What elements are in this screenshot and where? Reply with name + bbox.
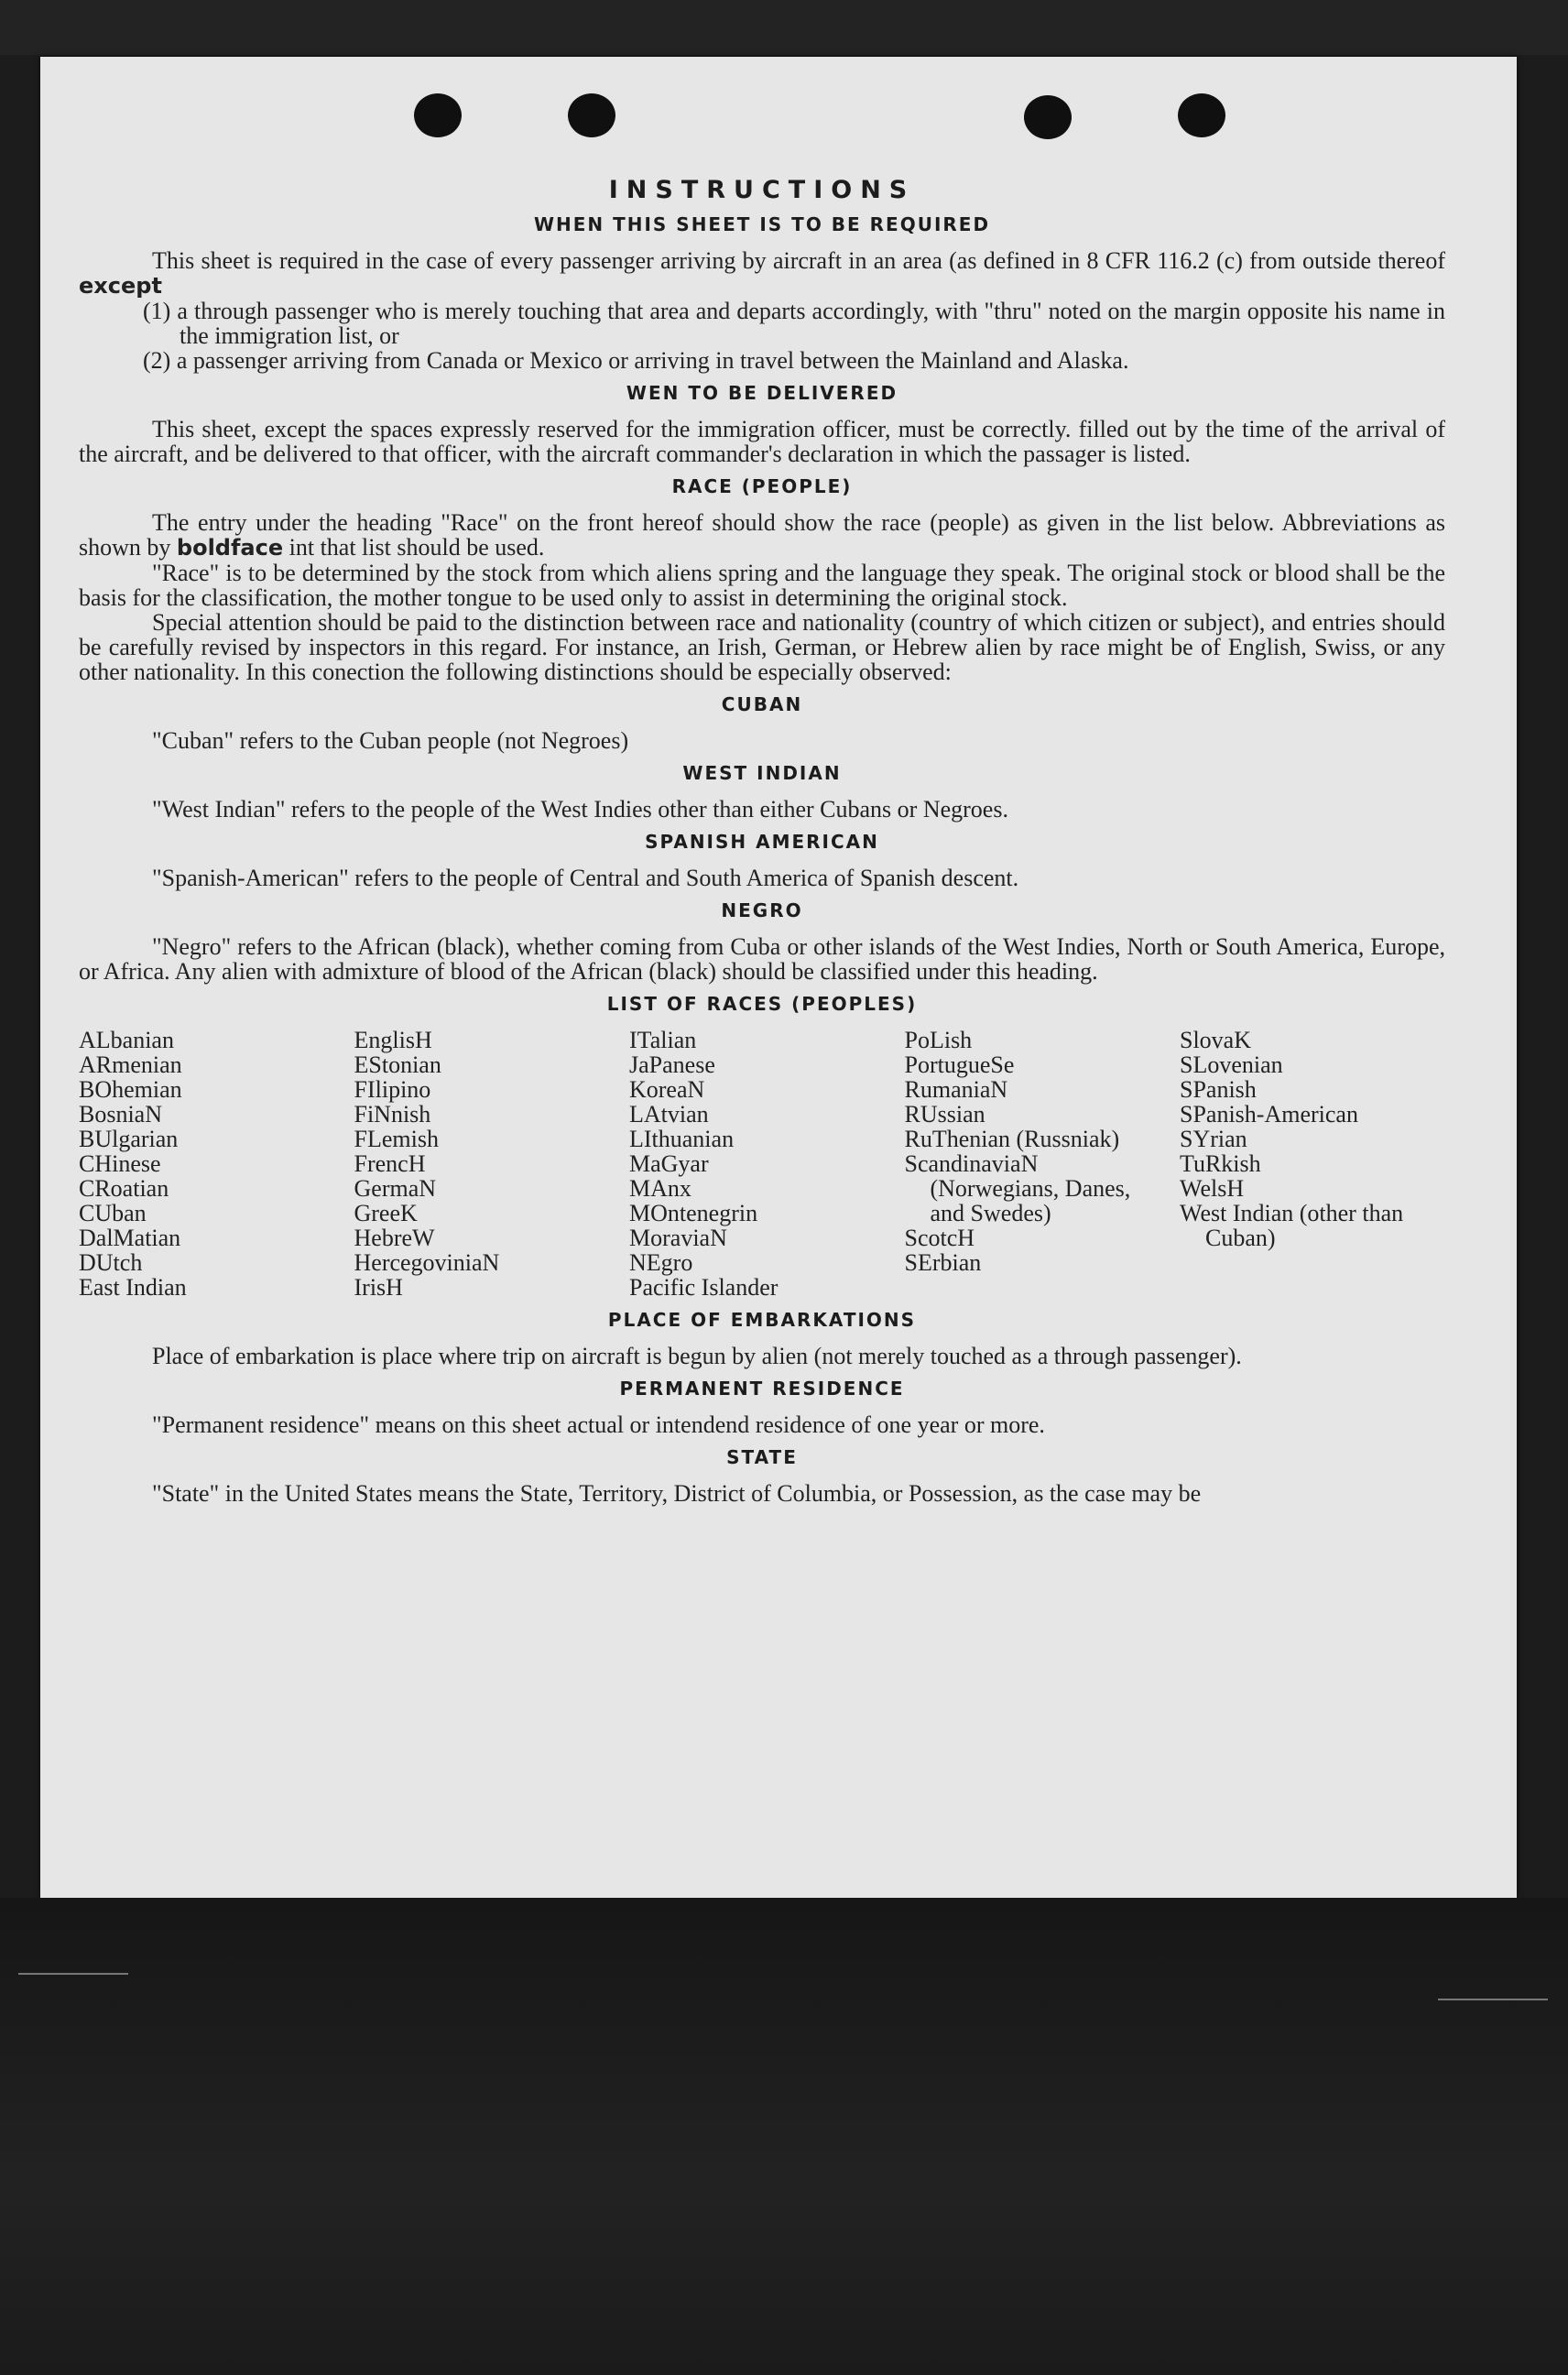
race-list-item: CRoatian	[79, 1175, 169, 1202]
state-text: "State" in the United States means the State, Territory, District of Columbia, or Possession, as the case may be	[152, 1480, 1202, 1507]
race-list-item: PoLish	[904, 1027, 973, 1053]
race-list-item: SErbian	[904, 1249, 982, 1276]
heading-cuban: CUBAN	[721, 693, 803, 715]
race-list-item: FiNnish	[354, 1101, 431, 1128]
race-list-item: ScotcH	[904, 1225, 975, 1251]
when-required-intro	[79, 248, 1445, 299]
film-scratch	[1438, 1999, 1548, 2000]
race-list-item: ARmenian	[79, 1051, 182, 1078]
west-indian-text: "West Indian" refers to the people of the West Indies other than either Cubans or Negroes.	[152, 796, 1008, 823]
race-list-item: SPanish	[1180, 1076, 1257, 1103]
heading-when-required: WHEN THIS SHEET IS TO BE REQUIRED	[533, 213, 991, 235]
race-list-item: ALbanian	[79, 1027, 174, 1053]
races-column-3	[629, 1028, 895, 1300]
race-list-item: CUban	[79, 1200, 147, 1226]
film-scratch	[18, 1973, 128, 1975]
race-list-item: JaPanese	[629, 1051, 715, 1078]
race-list-item: CHinese	[79, 1150, 161, 1177]
race-list-item: MOntenegrin	[629, 1200, 758, 1226]
heading-state: STATE	[726, 1446, 798, 1468]
races-list	[79, 1028, 1445, 1300]
race-list-item: EStonian	[354, 1051, 441, 1078]
race-list-item: East Indian	[79, 1274, 187, 1301]
spanish-american-text: "Spanish-American" refers to the people of Central and South America of Spanish descent.	[152, 865, 1019, 891]
exception-item-2: (2) a passenger arriving from Canada or Mexico or arriving in travel between the Mainland and Alaska.	[143, 347, 1129, 374]
race-list-item: SLovenian	[1180, 1051, 1283, 1078]
heading-list-of-races: LIST OF RACES (PEOPLES)	[606, 993, 918, 1015]
except-word: except	[79, 273, 162, 299]
instructions-body	[79, 176, 1445, 1506]
race-list-item: RumaniaN	[904, 1076, 1008, 1103]
race-list-item: FIlipino	[354, 1076, 431, 1103]
race-p1-end: int that list should be used.	[289, 534, 545, 561]
races-column-2	[354, 1028, 620, 1300]
race-list-item: FLemish	[354, 1126, 439, 1152]
heading-spanish-american: SPANISH AMERICAN	[645, 831, 879, 853]
race-list-item: FrencH	[354, 1150, 426, 1177]
race-list-item: SYrian	[1180, 1126, 1247, 1152]
race-list-item: ITalian	[629, 1027, 697, 1053]
heading-permanent-residence: PERMANENT RESIDENCE	[619, 1378, 905, 1400]
negro-text: "Negro" refers to the African (black), whether coming from Cuba or other islands of the West Indies, North or South America, Europe, or Africa. Any alien with admixture of blood of the African (black) should be classified under this heading.	[79, 933, 1445, 985]
race-list-item: SPanish-American	[1180, 1101, 1358, 1128]
punch-hole	[568, 93, 615, 137]
exception-item-1: (1) a through passenger who is merely touching that area and departs accordingly, with "thru" noted on the margin opposite his name in the immigration list, or	[143, 298, 1445, 349]
race-list-item: BUlgarian	[79, 1126, 179, 1152]
race-list-item: NEgro	[629, 1249, 693, 1276]
race-list-item: Pacific Islander	[629, 1274, 779, 1301]
race-list-item: MaGyar	[629, 1150, 709, 1177]
race-list-item: TuRkish	[1180, 1150, 1261, 1177]
race-list-item: WelsH	[1180, 1175, 1245, 1202]
races-column-1	[79, 1028, 344, 1300]
race-paragraph-2: "Race" is to be determined by the stock from which aliens spring and the language they speak. The original stock or blood shall be the basis for the classification, the mother tongue to be used only to assist in determining the original stock.	[79, 560, 1445, 611]
heading-race: RACE (PEOPLE)	[671, 475, 853, 497]
document-sheet	[40, 57, 1517, 1898]
race-paragraph-1	[79, 510, 1445, 561]
race-list-item: GermaN	[354, 1175, 437, 1202]
permanent-residence-text: "Permanent residence" means on this sheet actual or intendend residence of one year or more.	[152, 1411, 1045, 1438]
race-list-item: GreeK	[354, 1200, 418, 1226]
races-column-5	[1180, 1028, 1445, 1300]
when-delivered-text: This sheet, except the spaces expressly reserved for the immigration officer, must be correctly. filled out by the time of the arrival of the aircraft, and be delivered to that officer, with the aircraft commander's declaration in which the passager is listed.	[79, 416, 1445, 467]
punch-hole	[1024, 95, 1072, 139]
race-list-item: BOhemian	[79, 1076, 182, 1103]
race-p1-start: The entry under the heading "Race" on the front hereof should show the race (people) as given in the list below. Abbreviations as shown by	[79, 509, 1445, 561]
race-list-item: KoreaN	[629, 1076, 705, 1103]
race-list-item: West Indian (other than Cuban)	[1180, 1200, 1404, 1251]
race-list-item: MAnx	[629, 1175, 691, 1202]
race-list-item: DUtch	[79, 1249, 143, 1276]
punch-hole	[1178, 93, 1225, 137]
film-border-top	[0, 0, 1568, 55]
intro-text: This sheet is required in the case of every passenger arriving by aircraft in an area (as defined in 8 CFR 116.2 (c) from outside thereof	[152, 247, 1445, 274]
heading-embarkation: PLACE OF EMBARKATIONS	[607, 1309, 917, 1331]
page-title: INSTRUCTIONS	[608, 176, 916, 204]
race-list-item: ScandinaviaN (Norwegians, Danes, and Swedes)	[904, 1150, 1131, 1226]
race-list-item: PortugueSe	[904, 1051, 1015, 1078]
race-list-item: DalMatian	[79, 1225, 181, 1251]
film-border-bottom	[0, 1898, 1568, 2375]
race-list-item: IrisH	[354, 1274, 403, 1301]
race-list-item: SlovaK	[1180, 1027, 1251, 1053]
race-list-item: RuThenian (Russniak)	[904, 1126, 1120, 1152]
race-paragraph-3: Special attention should be paid to the distinction between race and nationality (country of which citizen or subject), and entries should be carefully revised by inspectors in this regard. For instance, an Irish, German, or Hebrew alien by race might be of English, Swiss, or any other nationality. In this conection the following distinctions should be especially observed:	[79, 609, 1445, 685]
embarkation-text: Place of embarkation is place where trip on aircraft is begun by alien (not merely touched as a through passenger).	[152, 1343, 1242, 1369]
heading-negro: NEGRO	[721, 899, 803, 921]
race-list-item: MoraviaN	[629, 1225, 727, 1251]
boldface-word: boldface	[176, 535, 284, 561]
race-list-item: LIthuanian	[629, 1126, 735, 1152]
cuban-text: "Cuban" refers to the Cuban people (not Negroes)	[152, 727, 629, 754]
punch-hole	[414, 93, 462, 137]
races-column-4	[905, 1028, 1171, 1300]
race-list-item: HebreW	[354, 1225, 435, 1251]
race-list-item: LAtvian	[629, 1101, 709, 1128]
race-list-item: BosniaN	[79, 1101, 162, 1128]
race-list-item: RUssian	[904, 1101, 985, 1128]
race-list-item: EnglisH	[354, 1027, 432, 1053]
race-list-item: HercegoviniaN	[354, 1249, 500, 1276]
heading-west-indian: WEST INDIAN	[682, 762, 842, 784]
heading-when-delivered: WEN TO BE DELIVERED	[626, 382, 898, 404]
